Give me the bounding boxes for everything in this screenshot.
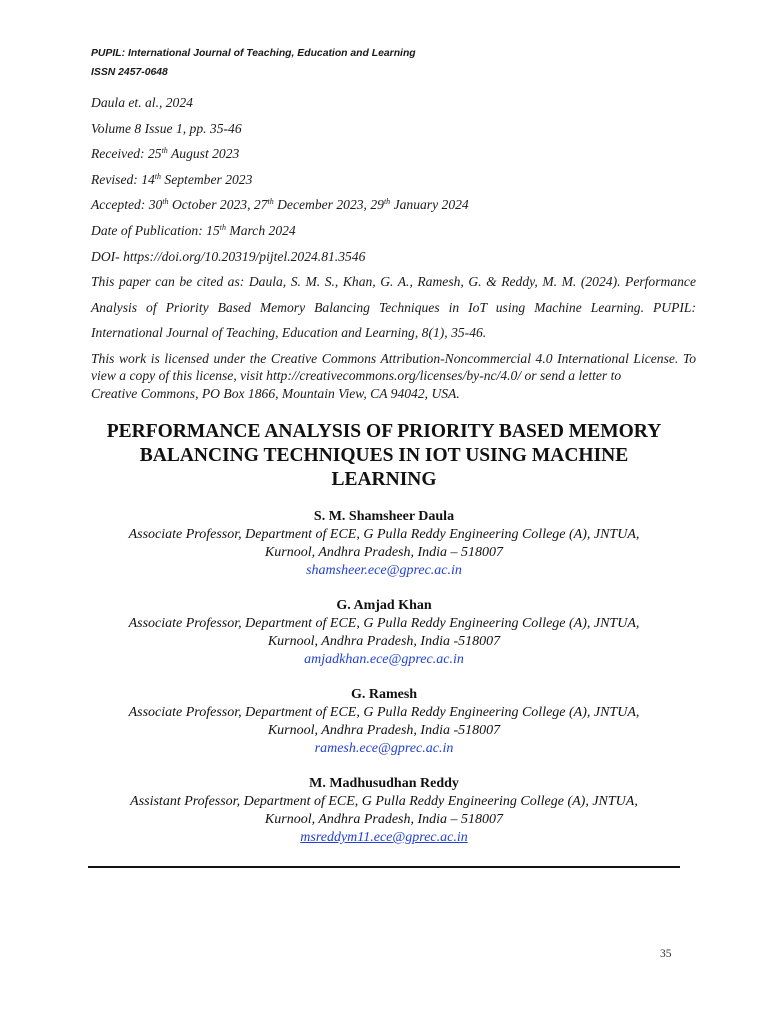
article-metadata [91, 90, 696, 402]
journal-header [91, 44, 416, 82]
author-name: M. Madhusudhan Reddy [309, 776, 459, 791]
author-list [84, 508, 684, 864]
author-block [84, 508, 684, 580]
citation-line: International Journal of Teaching, Education and Learning, 8(1), 35-46. [91, 325, 487, 341]
author-name: G. Amjad Khan [336, 598, 432, 613]
authors-short: Daula et. al., 2024 [91, 95, 193, 110]
author-email-link[interactable]: ramesh.ece@gprec.ac.in [314, 741, 454, 756]
author-email-link[interactable]: shamsheer.ece@gprec.ac.in [306, 563, 462, 578]
author-address: Kurnool, Andhra Pradesh, India -518007 [267, 723, 501, 738]
author-address: Kurnool, Andhra Pradesh, India – 518007 [264, 812, 504, 827]
title-line: BALANCING TECHNIQUES IN IOT USING MACHINE [139, 445, 629, 466]
author-affiliation: Associate Professor, Department of ECE, G Pulla Reddy Engineering College (A), JNTUA, [128, 527, 640, 542]
citation-block [91, 269, 696, 346]
author-email-link[interactable]: amjadkhan.ece@gprec.ac.in [304, 652, 464, 667]
author-address: Kurnool, Andhra Pradesh, India -518007 [267, 634, 501, 649]
author-name: G. Ramesh [350, 687, 418, 702]
paper-title [80, 420, 688, 492]
author-affiliation: Associate Professor, Department of ECE, G Pulla Reddy Engineering College (A), JNTUA, [128, 616, 640, 631]
accepted-date: Accepted: 30th October 2023, 27th December 2023, 29th January 2024 [91, 197, 469, 213]
journal-issn: ISSN 2457-0648 [91, 67, 168, 78]
doi-link[interactable]: DOI- https://doi.org/10.20319/pijtel.2024.81.3546 [91, 248, 366, 264]
publication-date: Date of Publication: 15th March 2024 [91, 222, 296, 238]
title-line: PERFORMANCE ANALYSIS OF PRIORITY BASED MEMORY [106, 421, 662, 442]
author-block [84, 597, 684, 669]
citation-line: Analysis of Priority Based Memory Balancing Techniques in IoT using Machine Learning. PUPIL: [91, 299, 696, 315]
revised-date: Revised: 14th September 2023 [91, 171, 253, 187]
journal-name: PUPIL: International Journal of Teaching, Education and Learning [91, 48, 416, 59]
volume-info: Volume 8 Issue 1, pp. 35-46 [91, 120, 242, 136]
citation-line: This paper can be cited as: Daula, S. M. S., Khan, G. A., Ramesh, G. & Reddy, M. M. (2024). Performance [91, 274, 696, 290]
author-block [84, 775, 684, 847]
title-line: LEARNING [331, 469, 437, 490]
page-number: 35 [660, 948, 672, 960]
author-address: Kurnool, Andhra Pradesh, India – 518007 [264, 545, 504, 560]
license-text-last: Creative Commons, PO Box 1866, Mountain View, CA 94042, USA. [91, 385, 460, 401]
section-divider [88, 866, 680, 868]
license-text: This work is licensed under the Creative Commons Attribution-Noncommercial 4.0 International License. To view a copy of this license, visit http://creativecommons.org/licenses/by-nc/4.0/ or send a letter to [91, 350, 696, 384]
author-affiliation: Associate Professor, Department of ECE, G Pulla Reddy Engineering College (A), JNTUA, [128, 705, 640, 720]
author-block [84, 686, 684, 758]
author-affiliation: Assistant Professor, Department of ECE, G Pulla Reddy Engineering College (A), JNTUA, [130, 794, 638, 809]
author-email-link[interactable]: msreddym11.ece@gprec.ac.in [300, 830, 468, 845]
received-date: Received: 25th August 2023 [91, 146, 240, 162]
author-name: S. M. Shamsheer Daula [313, 509, 455, 524]
